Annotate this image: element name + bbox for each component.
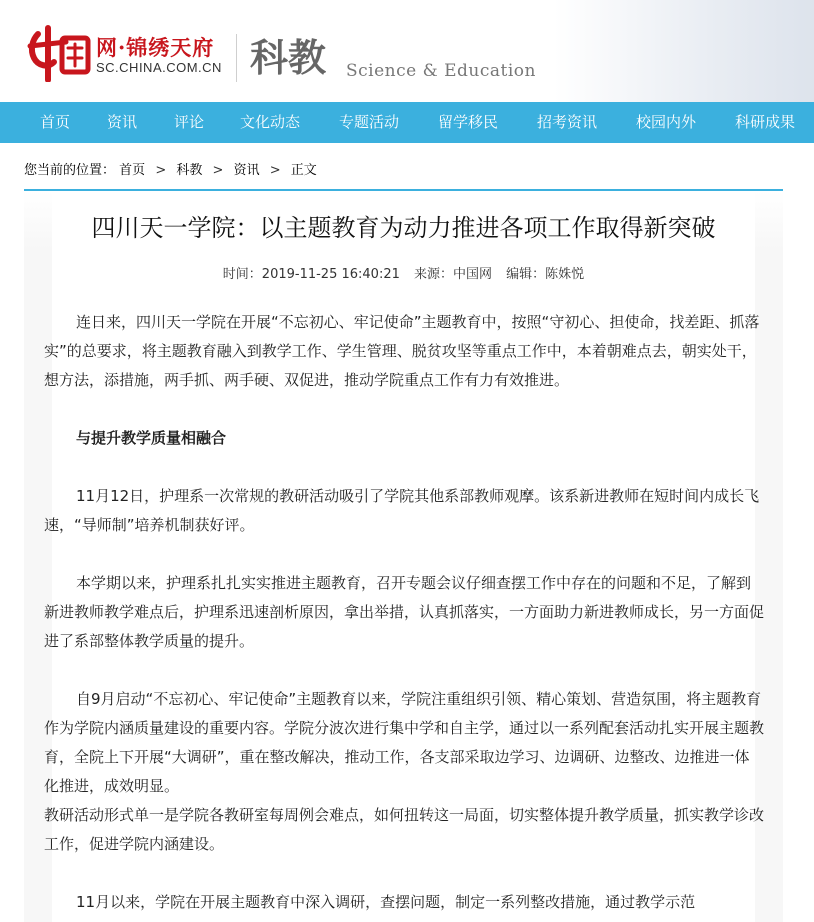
paragraph: 11月以来，学院在开展主题教育中深入调研，查摆问题，制定一系列整改措施，通过教学示范 xyxy=(76,893,696,911)
main-nav xyxy=(0,102,814,143)
nav-item-culture[interactable]: 文化动态 xyxy=(240,113,301,131)
article-title: 四川天一学院：以主题教育为动力推进各项工作取得新突破 xyxy=(91,214,716,242)
breadcrumb-label: 您当前的位置： xyxy=(24,163,116,178)
breadcrumb-keji[interactable]: 科教 xyxy=(176,163,203,178)
article-meta xyxy=(52,265,755,285)
breadcrumb-news[interactable]: 资讯 xyxy=(233,163,260,178)
breadcrumb-separator: > xyxy=(155,163,167,178)
article-time: 时间：2019-11-25 16:40:21 xyxy=(222,267,400,282)
paragraph: 连日来，四川天一学院在开展“不忘初心、牢记使命”主题教育中，按照“守初心、担使命，找差距、抓落实”的总要求，将主题教育融入到教学工作、学生管理、脱贫攻坚等重点工作中，本着朝难点去，朝实处干，想方法，添措施，两手抓、两手硬、双促进，推动学院重点工作有力有效推进。 xyxy=(44,313,760,389)
nav-item-campus[interactable]: 校园内外 xyxy=(636,113,697,131)
section-title-cn: 科教 xyxy=(250,35,327,80)
breadcrumb-separator: > xyxy=(269,163,281,178)
paragraph: 自9月启动“不忘初心、牢记使命”主题教育以来，学院注重组织引领、精心策划、营造氛围，将主题教育作为学院内涵质量建设的重要内容。学院分波次进行集中学和自主学，通过以一系列配套活动扎实开展主题教育，全院上下开展“大调研”，重在整改解决，推动工作，各支部采取边学习、边调研、边整改、边推进一体化推进，成效明显。 xyxy=(44,690,765,795)
section-heading: 与提升教学质量相融合 xyxy=(76,429,227,447)
nav-item-exams[interactable]: 招考资讯 xyxy=(537,113,598,131)
nav-item-research[interactable]: 科研成果 xyxy=(735,113,796,131)
nav-item-news[interactable]: 资讯 xyxy=(107,113,138,131)
article-body xyxy=(44,308,764,917)
section-title-en: Science & Education xyxy=(346,61,536,81)
nav-item-topics[interactable]: 专题活动 xyxy=(339,113,400,131)
paragraph: 11月12日，护理系一次常规的教研活动吸引了学院其他系部教师观摩。该系新进教师在短时间内成长飞速，“导师制”培养机制获好评。 xyxy=(44,487,760,534)
breadcrumb xyxy=(24,158,317,184)
logo-cn: 网·锦绣天府 xyxy=(96,35,215,60)
logo-text[interactable] xyxy=(96,36,222,76)
nav-item-study-abroad[interactable]: 留学移民 xyxy=(438,113,499,131)
article-source: 来源：中国网 xyxy=(414,267,493,282)
paragraph: 本学期以来，护理系扎扎实实推进主题教育，召开专题会议仔细查摆工作中存在的问题和不足，了解到新进教师教学难点后，护理系迅速剖析原因，拿出举措，认真抓落实，一方面助力新进教师成长，另一方面促进了系部整体教学质量的提升。 xyxy=(44,574,765,650)
china-logo-icon[interactable] xyxy=(24,24,94,82)
breadcrumb-separator: > xyxy=(212,163,224,178)
header-divider xyxy=(236,34,237,82)
nav-item-home[interactable]: 首页 xyxy=(40,113,71,131)
site-header xyxy=(0,0,814,102)
logo-en: SC.CHINA.COM.CN xyxy=(96,60,222,75)
paragraph: 教研活动形式单一是学院各教研室每周例会难点，如何扭转这一局面，切实整体提升教学质量，抓实教学诊改工作，促进学院内涵建设。 xyxy=(44,806,765,853)
article-editor: 编辑：陈姝悦 xyxy=(506,267,585,282)
nav-item-comment[interactable]: 评论 xyxy=(174,113,205,131)
header-decoration xyxy=(554,0,814,102)
breadcrumb-home[interactable]: 首页 xyxy=(119,163,146,178)
breadcrumb-current: 正文 xyxy=(290,163,317,178)
